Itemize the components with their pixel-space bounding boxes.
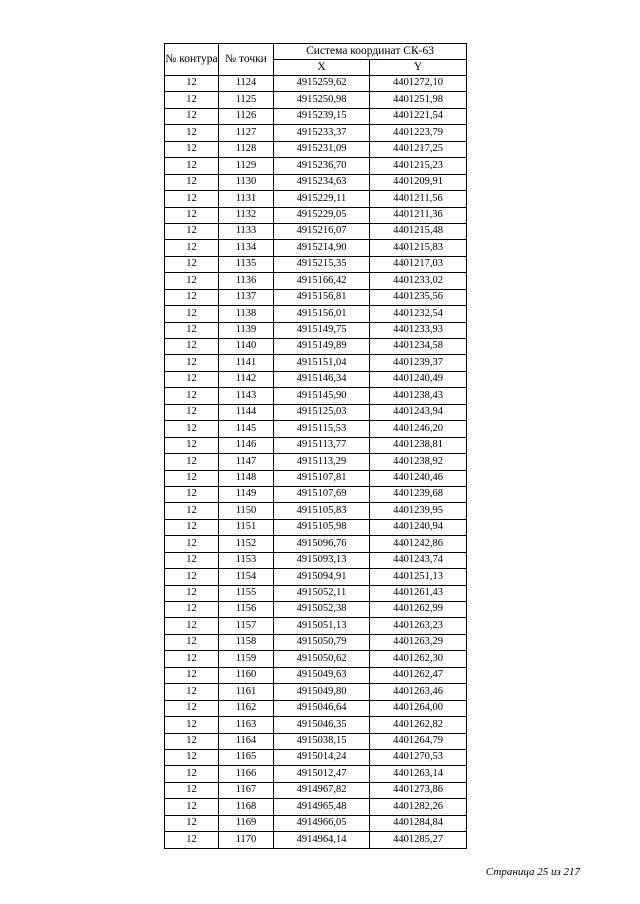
cell-point: 1142 bbox=[219, 371, 274, 387]
cell-contour: 12 bbox=[165, 404, 219, 420]
table-body bbox=[165, 76, 467, 849]
cell-point: 1124 bbox=[219, 76, 274, 92]
cell-point: 1149 bbox=[219, 486, 274, 502]
table-row bbox=[165, 536, 467, 552]
cell-point: 1155 bbox=[219, 585, 274, 601]
cell-point: 1143 bbox=[219, 388, 274, 404]
coordinates-table bbox=[164, 43, 467, 849]
table-row bbox=[165, 832, 467, 848]
table-row bbox=[165, 437, 467, 453]
cell-point: 1130 bbox=[219, 174, 274, 190]
table-row bbox=[165, 519, 467, 535]
cell-contour: 12 bbox=[165, 125, 219, 141]
cell-point: 1150 bbox=[219, 503, 274, 519]
cell-contour: 12 bbox=[165, 815, 219, 831]
cell-y: 4401272,10 bbox=[370, 76, 467, 92]
cell-y: 4401263,14 bbox=[370, 766, 467, 782]
cell-contour: 12 bbox=[165, 207, 219, 223]
cell-x: 4915233,37 bbox=[274, 125, 370, 141]
cell-y: 4401221,54 bbox=[370, 108, 467, 124]
cell-point: 1138 bbox=[219, 306, 274, 322]
table-row bbox=[165, 421, 467, 437]
cell-y: 4401262,30 bbox=[370, 651, 467, 667]
table-row bbox=[165, 207, 467, 223]
cell-point: 1126 bbox=[219, 108, 274, 124]
cell-x: 4915145,90 bbox=[274, 388, 370, 404]
cell-point: 1159 bbox=[219, 651, 274, 667]
cell-point: 1144 bbox=[219, 404, 274, 420]
cell-y: 4401238,81 bbox=[370, 437, 467, 453]
cell-contour: 12 bbox=[165, 322, 219, 338]
table-row bbox=[165, 486, 467, 502]
cell-x: 4915234,63 bbox=[274, 174, 370, 190]
cell-contour: 12 bbox=[165, 552, 219, 568]
table-row bbox=[165, 667, 467, 683]
cell-point: 1167 bbox=[219, 782, 274, 798]
cell-x: 4915051,13 bbox=[274, 618, 370, 634]
cell-point: 1139 bbox=[219, 322, 274, 338]
cell-y: 4401246,20 bbox=[370, 421, 467, 437]
cell-point: 1145 bbox=[219, 421, 274, 437]
cell-x: 4915239,15 bbox=[274, 108, 370, 124]
table-row bbox=[165, 174, 467, 190]
table-row bbox=[165, 602, 467, 618]
cell-point: 1165 bbox=[219, 749, 274, 765]
cell-contour: 12 bbox=[165, 470, 219, 486]
table-row bbox=[165, 76, 467, 92]
cell-contour: 12 bbox=[165, 634, 219, 650]
table-row bbox=[165, 470, 467, 486]
cell-contour: 12 bbox=[165, 108, 219, 124]
cell-y: 4401251,13 bbox=[370, 569, 467, 585]
cell-point: 1162 bbox=[219, 700, 274, 716]
cell-x: 4915105,98 bbox=[274, 519, 370, 535]
cell-x: 4915156,01 bbox=[274, 306, 370, 322]
cell-x: 4915125,03 bbox=[274, 404, 370, 420]
cell-y: 4401284,84 bbox=[370, 815, 467, 831]
cell-contour: 12 bbox=[165, 141, 219, 157]
cell-point: 1153 bbox=[219, 552, 274, 568]
cell-y: 4401209,91 bbox=[370, 174, 467, 190]
cell-x: 4915156,81 bbox=[274, 289, 370, 305]
cell-y: 4401223,79 bbox=[370, 125, 467, 141]
cell-point: 1129 bbox=[219, 158, 274, 174]
cell-x: 4915214,90 bbox=[274, 240, 370, 256]
cell-contour: 12 bbox=[165, 158, 219, 174]
cell-y: 4401262,99 bbox=[370, 602, 467, 618]
cell-point: 1158 bbox=[219, 634, 274, 650]
cell-contour: 12 bbox=[165, 289, 219, 305]
cell-point: 1147 bbox=[219, 454, 274, 470]
cell-x: 4915096,76 bbox=[274, 536, 370, 552]
cell-x: 4915052,11 bbox=[274, 585, 370, 601]
table-row bbox=[165, 322, 467, 338]
cell-point: 1136 bbox=[219, 273, 274, 289]
cell-contour: 12 bbox=[165, 717, 219, 733]
cell-x: 4915146,34 bbox=[274, 371, 370, 387]
cell-point: 1141 bbox=[219, 355, 274, 371]
cell-x: 4915250,98 bbox=[274, 92, 370, 108]
cell-contour: 12 bbox=[165, 223, 219, 239]
cell-point: 1166 bbox=[219, 766, 274, 782]
table-row bbox=[165, 766, 467, 782]
cell-y: 4401238,92 bbox=[370, 454, 467, 470]
cell-contour: 12 bbox=[165, 486, 219, 502]
cell-x: 4915105,83 bbox=[274, 503, 370, 519]
cell-point: 1163 bbox=[219, 717, 274, 733]
table-row bbox=[165, 388, 467, 404]
cell-x: 4915107,69 bbox=[274, 486, 370, 502]
cell-point: 1137 bbox=[219, 289, 274, 305]
table-row bbox=[165, 371, 467, 387]
cell-contour: 12 bbox=[165, 240, 219, 256]
table-row bbox=[165, 339, 467, 355]
table-row bbox=[165, 552, 467, 568]
table-row bbox=[165, 306, 467, 322]
cell-y: 4401215,23 bbox=[370, 158, 467, 174]
cell-y: 4401243,94 bbox=[370, 404, 467, 420]
page-number: Страница 25 из 217 bbox=[485, 866, 580, 878]
cell-contour: 12 bbox=[165, 585, 219, 601]
cell-point: 1134 bbox=[219, 240, 274, 256]
cell-contour: 12 bbox=[165, 733, 219, 749]
cell-point: 1168 bbox=[219, 799, 274, 815]
cell-x: 4915113,77 bbox=[274, 437, 370, 453]
cell-contour: 12 bbox=[165, 618, 219, 634]
cell-x: 4915166,42 bbox=[274, 273, 370, 289]
cell-y: 4401239,95 bbox=[370, 503, 467, 519]
cell-x: 4915151,04 bbox=[274, 355, 370, 371]
cell-point: 1169 bbox=[219, 815, 274, 831]
cell-contour: 12 bbox=[165, 355, 219, 371]
table-row bbox=[165, 717, 467, 733]
cell-x: 4915229,05 bbox=[274, 207, 370, 223]
table-row bbox=[165, 634, 467, 650]
cell-x: 4915216,07 bbox=[274, 223, 370, 239]
table-row bbox=[165, 684, 467, 700]
cell-contour: 12 bbox=[165, 667, 219, 683]
table-row bbox=[165, 256, 467, 272]
cell-y: 4401239,37 bbox=[370, 355, 467, 371]
header-contour: № контура bbox=[165, 44, 219, 76]
cell-point: 1161 bbox=[219, 684, 274, 700]
table-row bbox=[165, 782, 467, 798]
cell-y: 4401263,46 bbox=[370, 684, 467, 700]
table-row bbox=[165, 503, 467, 519]
cell-x: 4915049,80 bbox=[274, 684, 370, 700]
cell-contour: 12 bbox=[165, 92, 219, 108]
cell-y: 4401262,47 bbox=[370, 667, 467, 683]
cell-x: 4914965,48 bbox=[274, 799, 370, 815]
cell-y: 4401261,43 bbox=[370, 585, 467, 601]
cell-contour: 12 bbox=[165, 76, 219, 92]
cell-contour: 12 bbox=[165, 602, 219, 618]
cell-x: 4915050,62 bbox=[274, 651, 370, 667]
cell-x: 4915052,38 bbox=[274, 602, 370, 618]
cell-contour: 12 bbox=[165, 273, 219, 289]
cell-contour: 12 bbox=[165, 536, 219, 552]
cell-contour: 12 bbox=[165, 306, 219, 322]
cell-contour: 12 bbox=[165, 256, 219, 272]
table-row bbox=[165, 749, 467, 765]
cell-contour: 12 bbox=[165, 684, 219, 700]
cell-contour: 12 bbox=[165, 339, 219, 355]
cell-x: 4914967,82 bbox=[274, 782, 370, 798]
cell-x: 4915115,53 bbox=[274, 421, 370, 437]
cell-x: 4915215,35 bbox=[274, 256, 370, 272]
cell-point: 1125 bbox=[219, 92, 274, 108]
cell-x: 4915046,64 bbox=[274, 700, 370, 716]
cell-x: 4914964,14 bbox=[274, 832, 370, 848]
cell-x: 4915012,47 bbox=[274, 766, 370, 782]
cell-x: 4915049,63 bbox=[274, 667, 370, 683]
cell-contour: 12 bbox=[165, 174, 219, 190]
cell-x: 4915113,29 bbox=[274, 454, 370, 470]
cell-contour: 12 bbox=[165, 749, 219, 765]
cell-contour: 12 bbox=[165, 371, 219, 387]
cell-contour: 12 bbox=[165, 799, 219, 815]
table-row bbox=[165, 355, 467, 371]
cell-y: 4401233,93 bbox=[370, 322, 467, 338]
cell-contour: 12 bbox=[165, 388, 219, 404]
cell-y: 4401217,25 bbox=[370, 141, 467, 157]
cell-point: 1154 bbox=[219, 569, 274, 585]
cell-y: 4401262,82 bbox=[370, 717, 467, 733]
cell-contour: 12 bbox=[165, 832, 219, 848]
cell-point: 1132 bbox=[219, 207, 274, 223]
cell-y: 4401285,27 bbox=[370, 832, 467, 848]
cell-x: 4915094,91 bbox=[274, 569, 370, 585]
cell-y: 4401233,02 bbox=[370, 273, 467, 289]
cell-point: 1156 bbox=[219, 602, 274, 618]
cell-y: 4401263,23 bbox=[370, 618, 467, 634]
cell-contour: 12 bbox=[165, 454, 219, 470]
cell-y: 4401215,83 bbox=[370, 240, 467, 256]
cell-point: 1164 bbox=[219, 733, 274, 749]
cell-x: 4915050,79 bbox=[274, 634, 370, 650]
table-row bbox=[165, 141, 467, 157]
cell-x: 4915231,09 bbox=[274, 141, 370, 157]
cell-point: 1148 bbox=[219, 470, 274, 486]
cell-point: 1128 bbox=[219, 141, 274, 157]
cell-y: 4401264,00 bbox=[370, 700, 467, 716]
cell-contour: 12 bbox=[165, 519, 219, 535]
cell-point: 1131 bbox=[219, 191, 274, 207]
cell-x: 4915229,11 bbox=[274, 191, 370, 207]
header-y: Y bbox=[370, 60, 467, 76]
table-row bbox=[165, 733, 467, 749]
table-row bbox=[165, 240, 467, 256]
table-row bbox=[165, 651, 467, 667]
cell-x: 4915093,13 bbox=[274, 552, 370, 568]
cell-y: 4401263,29 bbox=[370, 634, 467, 650]
cell-x: 4915149,89 bbox=[274, 339, 370, 355]
table-header bbox=[165, 44, 467, 76]
cell-contour: 12 bbox=[165, 569, 219, 585]
cell-x: 4915014,24 bbox=[274, 749, 370, 765]
table-row bbox=[165, 454, 467, 470]
cell-contour: 12 bbox=[165, 503, 219, 519]
cell-y: 4401211,36 bbox=[370, 207, 467, 223]
cell-contour: 12 bbox=[165, 651, 219, 667]
cell-y: 4401234,58 bbox=[370, 339, 467, 355]
table-row bbox=[165, 223, 467, 239]
cell-point: 1151 bbox=[219, 519, 274, 535]
cell-y: 4401239,68 bbox=[370, 486, 467, 502]
cell-x: 4915046,35 bbox=[274, 717, 370, 733]
cell-contour: 12 bbox=[165, 421, 219, 437]
cell-x: 4915038,15 bbox=[274, 733, 370, 749]
cell-y: 4401232,54 bbox=[370, 306, 467, 322]
cell-y: 4401240,94 bbox=[370, 519, 467, 535]
cell-x: 4915259,62 bbox=[274, 76, 370, 92]
header-x: X bbox=[274, 60, 370, 76]
table-row bbox=[165, 799, 467, 815]
table-row bbox=[165, 404, 467, 420]
table-row bbox=[165, 585, 467, 601]
table-row bbox=[165, 158, 467, 174]
cell-point: 1135 bbox=[219, 256, 274, 272]
cell-y: 4401240,46 bbox=[370, 470, 467, 486]
cell-y: 4401235,56 bbox=[370, 289, 467, 305]
table-row bbox=[165, 618, 467, 634]
cell-contour: 12 bbox=[165, 191, 219, 207]
table-row bbox=[165, 289, 467, 305]
table-row bbox=[165, 125, 467, 141]
cell-point: 1146 bbox=[219, 437, 274, 453]
table-row bbox=[165, 815, 467, 831]
table-row bbox=[165, 191, 467, 207]
table-row bbox=[165, 92, 467, 108]
cell-point: 1133 bbox=[219, 223, 274, 239]
cell-x: 4915107,81 bbox=[274, 470, 370, 486]
cell-y: 4401273,86 bbox=[370, 782, 467, 798]
cell-point: 1140 bbox=[219, 339, 274, 355]
cell-y: 4401242,86 bbox=[370, 536, 467, 552]
cell-y: 4401211,56 bbox=[370, 191, 467, 207]
cell-y: 4401215,48 bbox=[370, 223, 467, 239]
cell-y: 4401264,79 bbox=[370, 733, 467, 749]
cell-y: 4401240,49 bbox=[370, 371, 467, 387]
cell-point: 1160 bbox=[219, 667, 274, 683]
cell-y: 4401270,53 bbox=[370, 749, 467, 765]
cell-y: 4401217,03 bbox=[370, 256, 467, 272]
cell-y: 4401238,43 bbox=[370, 388, 467, 404]
header-point: № точки bbox=[219, 44, 274, 76]
table-row bbox=[165, 569, 467, 585]
cell-x: 4914966,05 bbox=[274, 815, 370, 831]
cell-point: 1170 bbox=[219, 832, 274, 848]
cell-contour: 12 bbox=[165, 437, 219, 453]
table-row bbox=[165, 700, 467, 716]
header-coordinate-system: Система координат СК-63 bbox=[274, 44, 467, 60]
cell-contour: 12 bbox=[165, 766, 219, 782]
table-row bbox=[165, 273, 467, 289]
cell-point: 1157 bbox=[219, 618, 274, 634]
table-row bbox=[165, 108, 467, 124]
cell-y: 4401251,98 bbox=[370, 92, 467, 108]
cell-contour: 12 bbox=[165, 782, 219, 798]
cell-x: 4915236,70 bbox=[274, 158, 370, 174]
cell-y: 4401282,26 bbox=[370, 799, 467, 815]
cell-contour: 12 bbox=[165, 700, 219, 716]
cell-y: 4401243,74 bbox=[370, 552, 467, 568]
cell-point: 1152 bbox=[219, 536, 274, 552]
cell-point: 1127 bbox=[219, 125, 274, 141]
cell-x: 4915149,75 bbox=[274, 322, 370, 338]
